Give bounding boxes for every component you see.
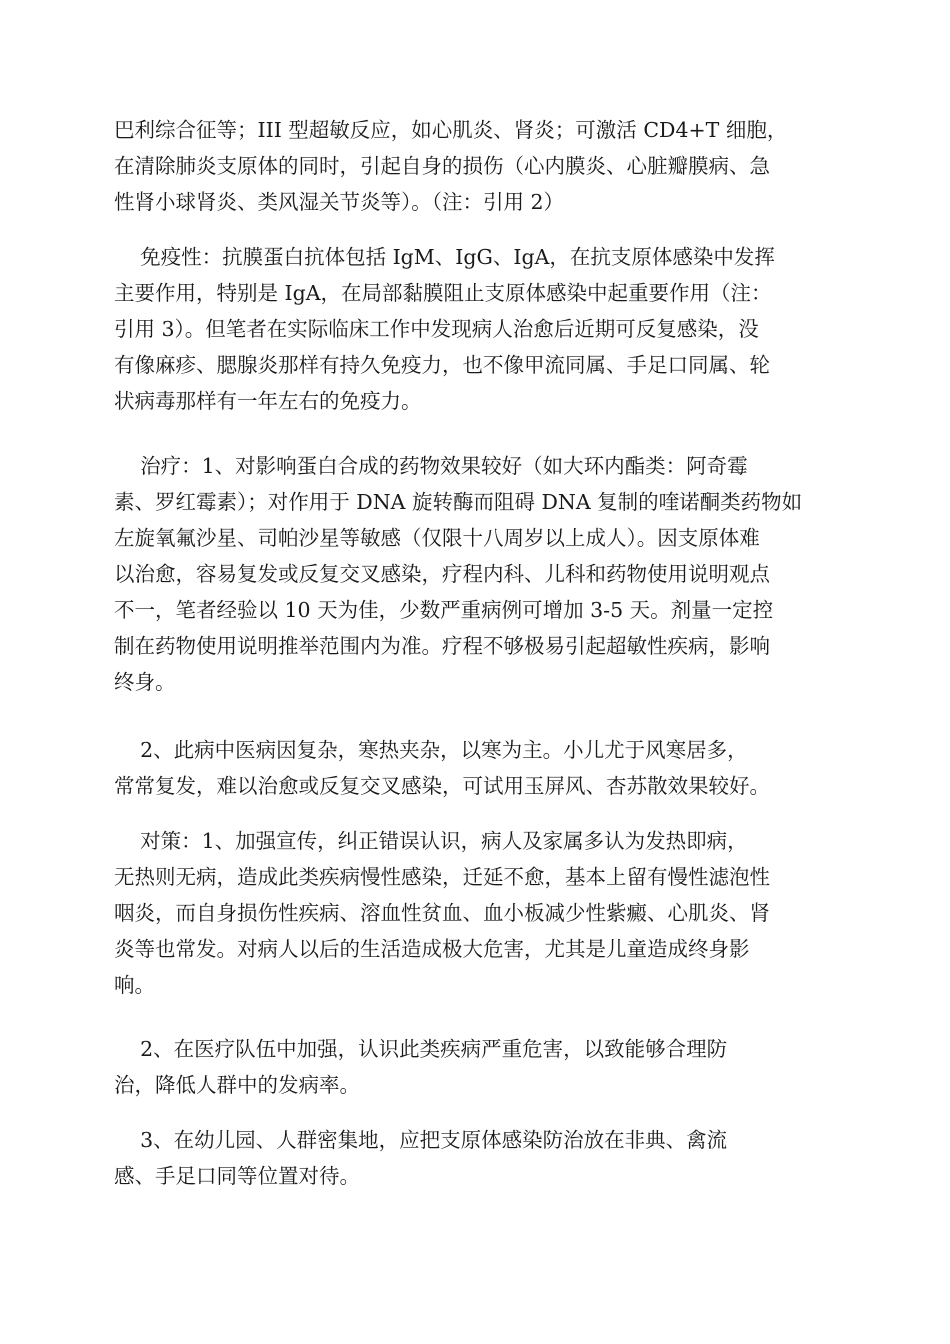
paragraph-immunity (114, 239, 844, 419)
text-line: 不一，笔者经验以 10 天为佳，少数严重病例可增加 3-5 天。剂量一定控 (114, 598, 774, 622)
text-line: 3、在幼儿园、人群密集地，应把支原体感染防治放在非典、禽流 (114, 1128, 728, 1152)
paragraph-countermeasure-1 (114, 823, 844, 1003)
text-line: 2、此病中医病因复杂，寒热夹杂，以寒为主。小儿尤于风寒居多， (114, 738, 748, 762)
text-line: 治，降低人群中的发病率。 (114, 1073, 360, 1097)
paragraph-tcm (114, 732, 844, 804)
text-line: 无热则无病，造成此类疾病慢性感染，迁延不愈，基本上留有慢性滤泡性 (114, 865, 770, 889)
text-line: 咽炎，而自身损伤性疾病、溶血性贫血、血小板减少性紫癜、心肌炎、肾 (114, 901, 770, 925)
text-line: 终身。 (114, 670, 176, 694)
text-line: 以治愈，容易复发或反复交叉感染，疗程内科、儿科和药物使用说明观点 (114, 562, 770, 586)
text-line: 素、罗红霉素）；对作用于 DNA 旋转酶而阻碍 DNA 复制的喹诺酮类药物如 (114, 490, 803, 514)
paragraph-immune-reaction (114, 112, 844, 220)
text-line: 在清除肺炎支原体的同时，引起自身的损伤（心内膜炎、心脏瓣膜病、急 (114, 154, 770, 178)
text-line: 对策：1、加强宣传，纠正错误认识，病人及家属多认为发热即病， (114, 829, 748, 853)
text-line: 治疗：1、对影响蛋白合成的药物效果较好（如大环内酯类：阿奇霉 (114, 454, 748, 478)
text-line: 性肾小球肾炎、类风湿关节炎等）。（注：引用 2） (114, 190, 565, 214)
text-line: 左旋氧氟沙星、司帕沙星等敏感（仅限十八周岁以上成人）。因支原体难 (114, 526, 760, 550)
text-line: 制在药物使用说明推举范围内为准。疗程不够极易引起超敏性疾病，影响 (114, 634, 770, 658)
text-line: 常常复发，难以治愈或反复交叉感染，可试用玉屏风、杏苏散效果较好。 (114, 774, 770, 798)
text-line: 响。 (114, 973, 155, 997)
text-line: 2、在医疗队伍中加强，认识此类疾病严重危害，以致能够合理防 (114, 1037, 728, 1061)
text-line: 炎等也常发。对病人以后的生活造成极大危害，尤其是儿童造成终身影 (114, 937, 750, 961)
text-line: 主要作用，特别是 IgA，在局部黏膜阻止支原体感染中起重要作用（注： (114, 281, 772, 305)
text-line: 感、手足口同等位置对待。 (114, 1164, 360, 1188)
paragraph-countermeasure-3 (114, 1122, 844, 1194)
text-line: 有像麻疹、腮腺炎那样有持久免疫力，也不像甲流同属、手足口同属、轮 (114, 353, 770, 377)
text-line: 巴利综合征等；III 型超敏反应，如心肌炎、肾炎；可激活 CD4+T 细胞， (114, 118, 788, 142)
text-line: 引用 3）。但笔者在实际临床工作中发现病人治愈后近期可反复感染，没 (114, 317, 759, 341)
paragraph-treatment (114, 448, 844, 700)
paragraph-countermeasure-2 (114, 1031, 844, 1103)
text-line: 免疫性：抗膜蛋白抗体包括 IgM、IgG、IgA，在抗支原体感染中发挥 (114, 245, 775, 269)
text-line: 状病毒那样有一年左右的免疫力。 (114, 389, 422, 413)
